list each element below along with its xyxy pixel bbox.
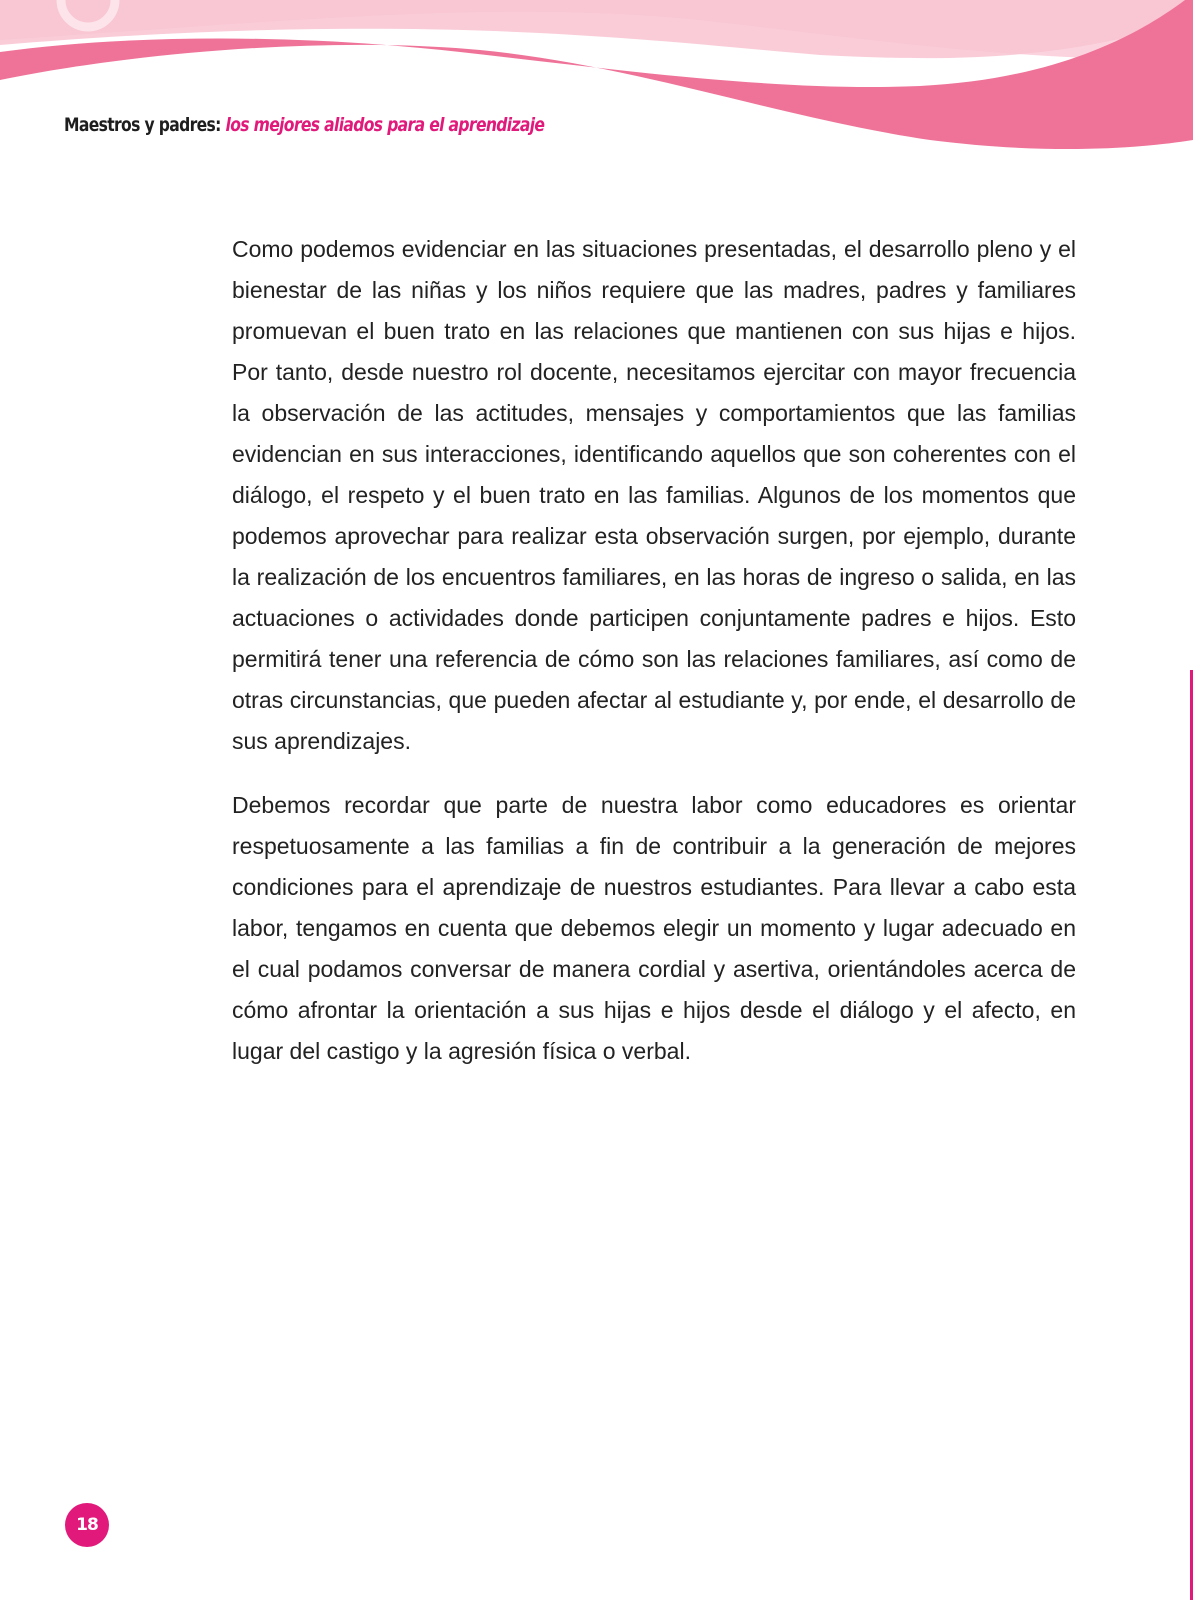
header-wave-decoration bbox=[0, 0, 1193, 160]
running-header-subtitle: los mejores aliados para el aprendizaje bbox=[225, 114, 545, 136]
paragraph-1: Como podemos evidenciar en las situaciones presentadas, el desarrollo pleno y el bienestar de las niñas y los niños requiere que las madres, padres y familiares promuevan el buen trato en las relaciones que mantienen con sus hijas e hijos. Por tanto, desde nuestro rol docente, necesitamos ejercitar con mayor frecuencia la observación de las actitudes, mensajes y comportamientos que las familias evidencian en sus interacciones, identificando aquellos que son coherentes con el diálogo, el respeto y el buen trato en las familias. Algunos de los momentos que podemos aprovechar para realizar esta observación surgen, por ejemplo, durante la realización de los encuentros familiares, en las horas de ingreso o salida, en las actuaciones o actividades donde participen conjuntamente padres e hijos. Esto permitirá tener una referencia de cómo son las relaciones familiares, así como de otras circunstancias, que pueden afectar al estudiante y, por ende, el desarrollo de sus aprendizajes. bbox=[232, 236, 1076, 754]
running-header bbox=[64, 114, 544, 136]
paragraph-2: Debemos recordar que parte de nuestra labor como educadores es orientar respetuosamente a las familias a fin de contribuir a la generación de mejores condiciones para el aprendizaje de nuestros estudiantes. Para llevar a cabo esta labor, tengamos en cuenta que debemos elegir un momento y lugar adecuado en el cual podamos conversar de manera cordial y asertiva, orientándoles acerca de cómo afrontar la orientación a sus hijas e hijos desde el diálogo y el afecto, en lugar del castigo y la agresión física o verbal. bbox=[232, 792, 1076, 1064]
page-number: 18 bbox=[76, 1515, 98, 1535]
running-header-title: Maestros y padres: bbox=[64, 114, 221, 136]
page-number-badge bbox=[65, 1503, 109, 1547]
main-text bbox=[232, 229, 1076, 1095]
